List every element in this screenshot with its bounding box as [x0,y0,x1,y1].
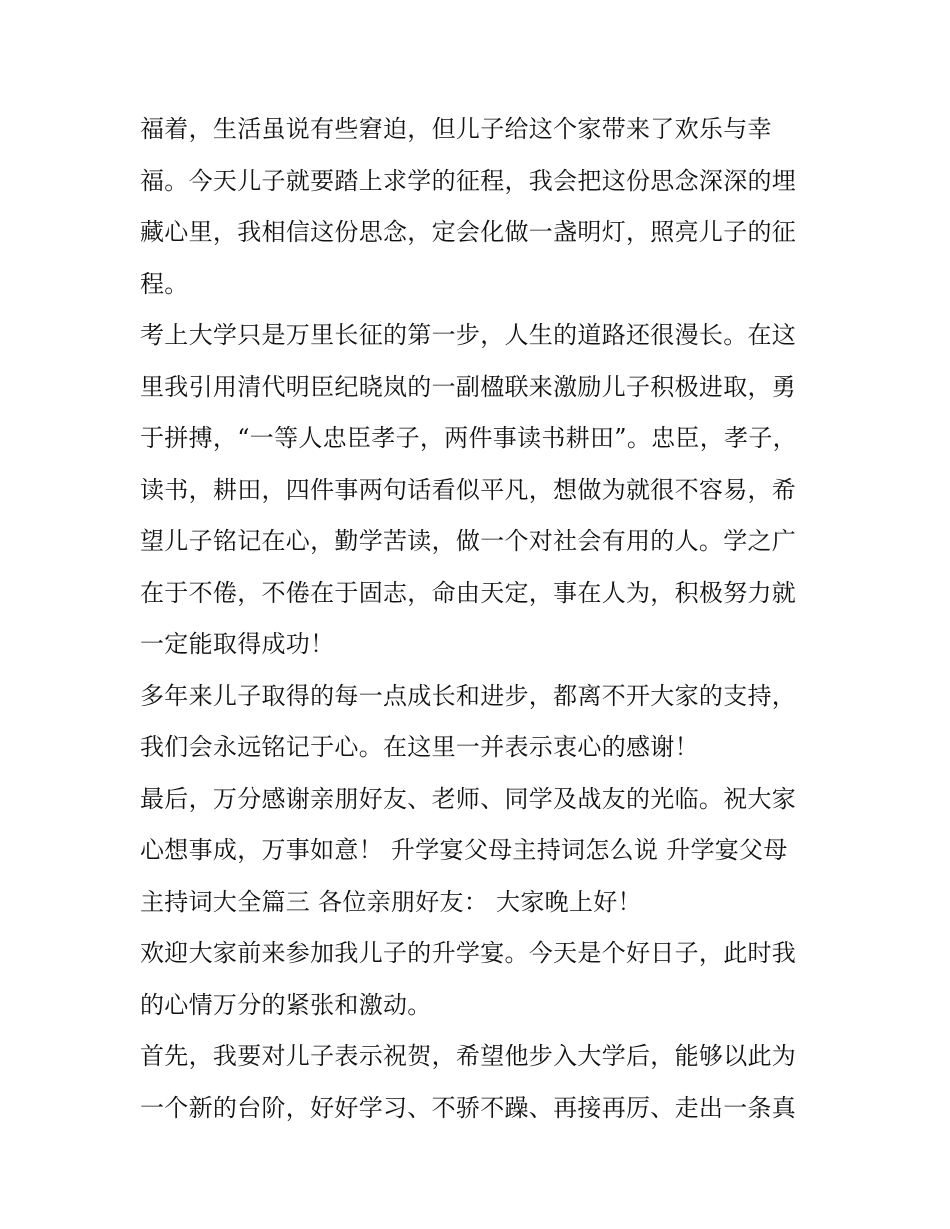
text-line: 望儿子铭记在心，勤学苦读，做一个对社会有用的人。学之广 [140,527,797,555]
text-line: 一定能取得成功！ [140,630,335,658]
text-line: 的心情万分的紧张和激动。 [140,990,432,1019]
text-line: 多年来儿子取得的每一点成长和进步，都离不开大家的支持， [140,681,797,710]
text-line: 藏心里，我相信这份思念，定会化做一盏明灯，照亮儿子的征 [140,218,797,246]
text-line: 一个新的台阶，好好学习、不骄不躁、再接再厉、走出一条真 [140,1093,797,1122]
text-line: 心想事成，万事如意！ 升学宴父母主持词怎么说 升学宴父母 [140,836,788,864]
text-line: 于拼搏，“一等人忠臣孝子，两件事读书耕田”。忠臣，孝子， [140,424,797,452]
text-line: 里我引用清代明臣纪晓岚的一副楹联来激励儿子积极进取，勇 [140,372,797,401]
text-line: 福着，生活虽说有些窘迫，但儿子给这个家带来了欢乐与幸 [140,115,772,143]
text-line: 最后，万分感谢亲朋好友、老师、同学及战友的光临。祝大家 [140,784,797,813]
text-line: 欢迎大家前来参加我儿子的升学宴。今天是个好日子，此时我 [140,939,797,967]
text-line: 主持词大全篇三 各位亲朋好友： 大家晚上好！ [140,887,642,916]
text-line: 程。 [140,269,189,298]
text-line: 读书，耕田，四件事两句话看似平凡，想做为就很不容易，希 [140,475,797,504]
text-line: 我们会永远铭记于心。在这里一并表示衷心的感谢！ [140,733,699,761]
text-line: 考上大学只是万里长征的第一步，人生的道路还很漫长。在这 [140,321,797,349]
text-line: 福。今天儿子就要踏上求学的征程，我会把这份思念深深的埋 [140,166,797,195]
text-line: 首先，我要对儿子表示祝贺，希望他步入大学后，能够以此为 [140,1042,797,1070]
text-line: 在于不倦，不倦在于固志，命由天定，事在人为，积极努力就 [140,578,797,607]
body-text [140,104,820,1134]
